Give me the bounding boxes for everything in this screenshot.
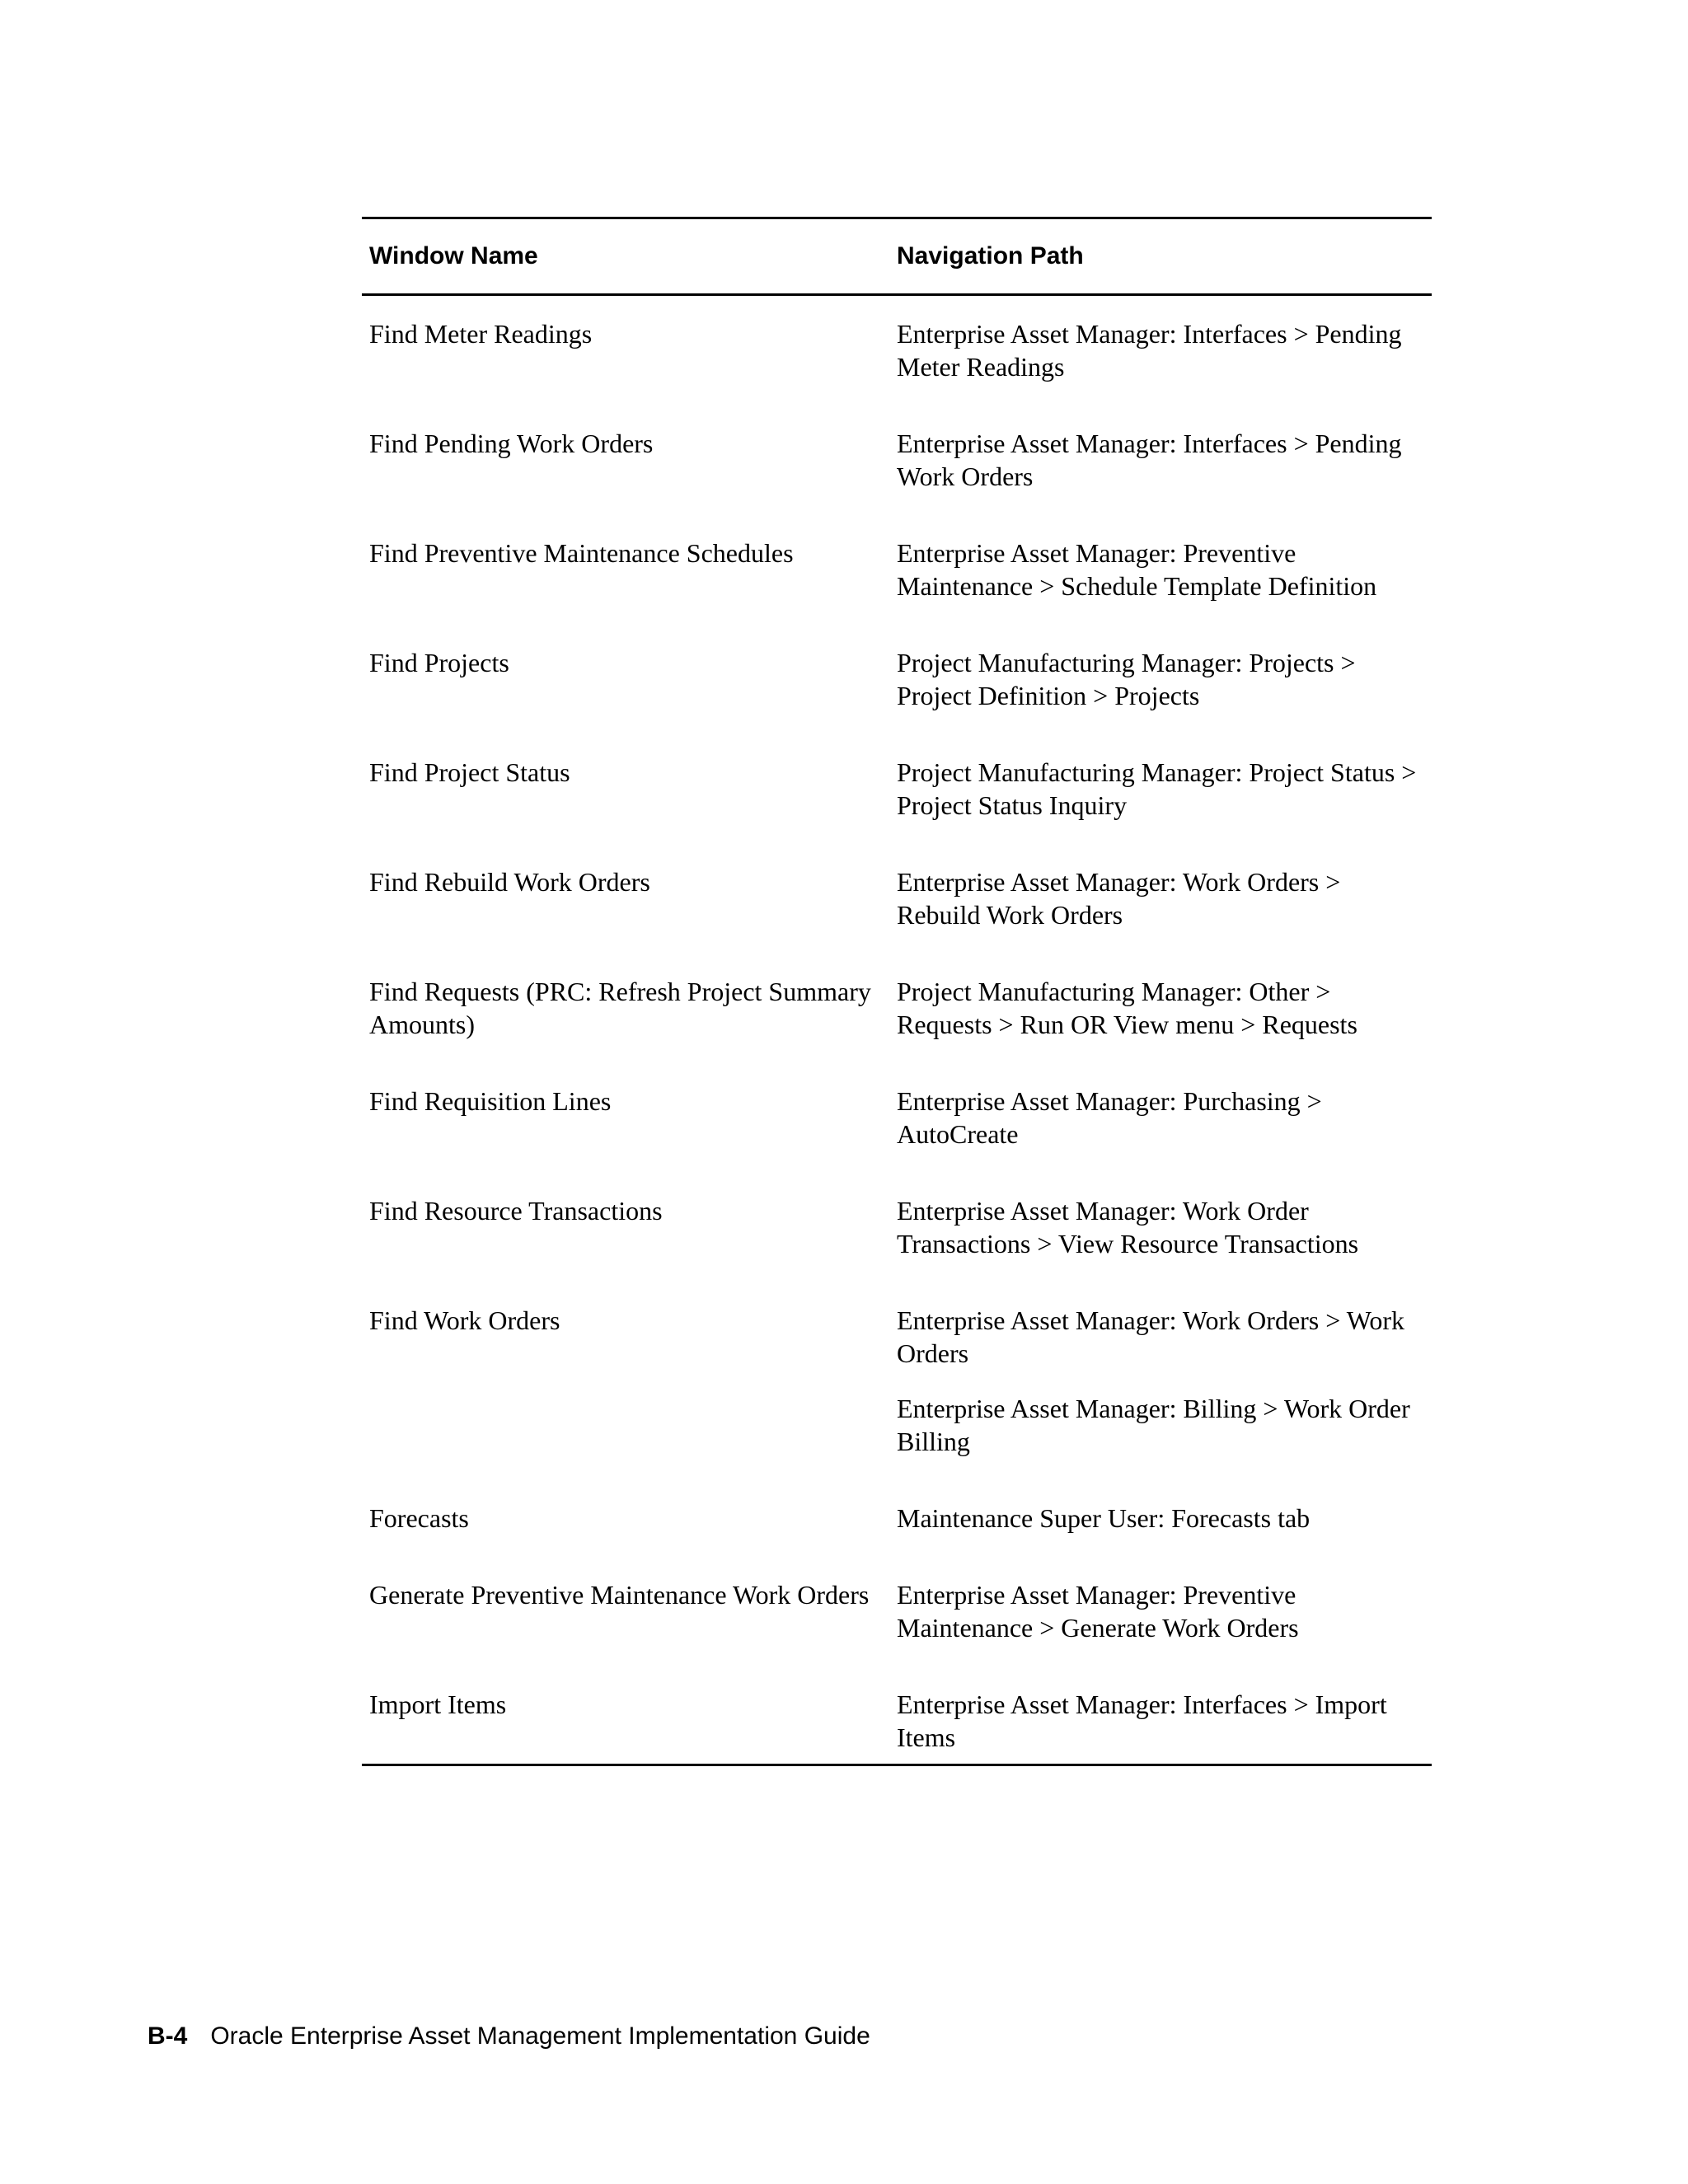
table-row [362,1085,1432,1151]
navigation-path-text: Enterprise Asset Manager: Billing > Work Order Billing [897,1394,1410,1456]
navigation-path-cell [889,537,1432,602]
navigation-path-text: Enterprise Asset Manager: Purchasing > AutoCreate [897,1086,1322,1149]
window-name-cell: Forecasts [369,1503,469,1533]
table-row [362,317,1432,383]
table-row [362,1578,1432,1644]
window-name-cell: Find Project Status [369,757,570,787]
navigation-path-cell [889,756,1432,822]
navigation-path-text: Project Manufacturing Manager: Other > Requests > Run OR View menu > Requests [897,977,1357,1039]
navigation-path-text: Maintenance Super User: Forecasts tab [897,1503,1311,1533]
navigation-path-cell [889,975,1432,1041]
navigation-path-text: Enterprise Asset Manager: Interfaces > Pending Meter Readings [897,319,1402,382]
window-name-cell: Find Meter Readings [369,319,593,349]
navigation-path-text: Enterprise Asset Manager: Interfaces > Import Items [897,1690,1387,1752]
table-row [362,1502,1432,1535]
navigation-path-cell [889,1578,1432,1644]
navigation-path-cell [889,1502,1432,1535]
table-row [362,1304,1432,1458]
table-row [362,646,1432,712]
navigation-path-text: Project Manufacturing Manager: Project Status > Project Status Inquiry [897,757,1417,820]
table-row [362,1688,1432,1754]
table-row [362,975,1432,1041]
page-number: B-4 [148,2022,188,2050]
table-row [362,1194,1432,1260]
navigation-table [362,217,1432,1766]
table-row [362,427,1432,493]
window-name-cell: Find Pending Work Orders [369,429,654,458]
navigation-path-cell [889,317,1432,383]
table-header-row [362,219,1432,296]
window-name-cell: Find Projects [369,648,509,677]
navigation-path-text: Enterprise Asset Manager: Interfaces > Pending Work Orders [897,429,1402,491]
window-name-cell: Import Items [369,1690,507,1719]
navigation-path-text: Enterprise Asset Manager: Preventive Maintenance > Generate Work Orders [897,1580,1299,1643]
window-name-cell: Find Resource Transactions [369,1196,663,1226]
navigation-path-text: Enterprise Asset Manager: Work Orders > Work Orders [897,1305,1405,1368]
navigation-path-text: Project Manufacturing Manager: Projects > Project Definition > Projects [897,648,1356,710]
window-name-cell: Find Requests (PRC: Refresh Project Summary Amounts) [369,977,871,1039]
window-name-cell: Generate Preventive Maintenance Work Orders [369,1580,870,1610]
page-footer [148,2022,870,2050]
window-name-header: Window Name [369,242,538,269]
navigation-path-cell [889,1194,1432,1260]
window-name-cell: Find Rebuild Work Orders [369,867,650,897]
window-name-cell: Find Requisition Lines [369,1086,612,1116]
table-row [362,756,1432,822]
navigation-path-cell [889,1304,1432,1458]
table-row [362,865,1432,931]
navigation-path-text: Enterprise Asset Manager: Preventive Maintenance > Schedule Template Definition [897,538,1377,601]
navigation-path-cell [889,1688,1432,1754]
navigation-path-cell [889,646,1432,712]
window-name-cell: Find Preventive Maintenance Schedules [369,538,794,568]
table-row [362,537,1432,602]
window-name-cell: Find Work Orders [369,1305,560,1335]
navigation-path-cell [889,1085,1432,1151]
navigation-path-text: Enterprise Asset Manager: Work Orders > Rebuild Work Orders [897,867,1341,930]
navigation-path-cell [889,865,1432,931]
table-body [362,296,1432,1764]
navigation-path-text: Enterprise Asset Manager: Work Order Transactions > View Resource Transactions [897,1196,1359,1258]
navigation-path-header: Navigation Path [897,242,1084,269]
book-title: Oracle Enterprise Asset Management Implementation Guide [210,2022,870,2050]
navigation-path-cell [889,427,1432,493]
